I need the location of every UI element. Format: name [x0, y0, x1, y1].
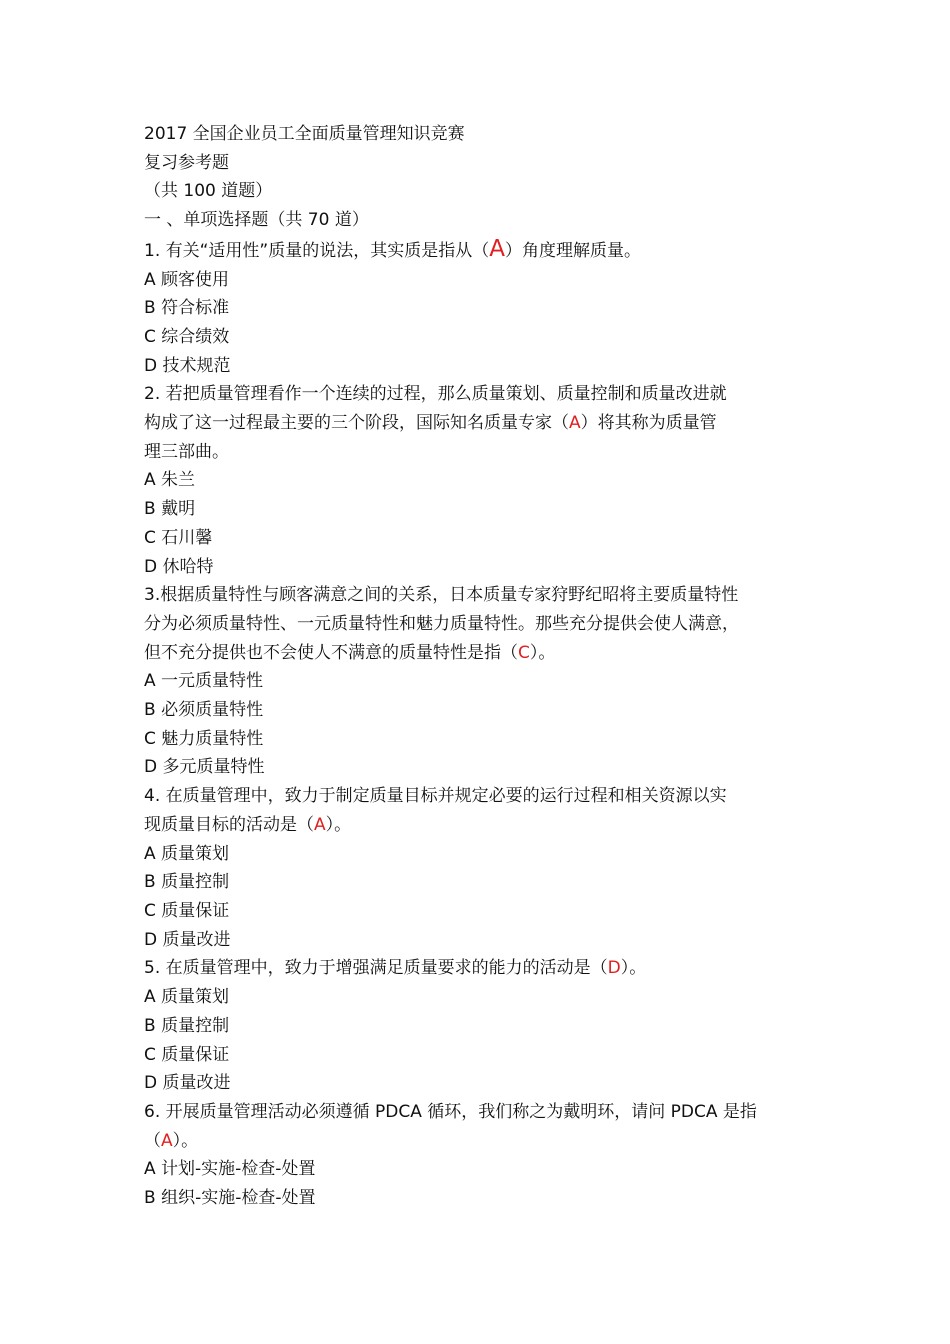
question-text-tail: ）。 [325, 814, 352, 835]
document-body [144, 120, 784, 1213]
question-text: 1. 有关“适用性”质量的说法，其实质是指从（ [144, 240, 490, 261]
answer-option: A 计划-实施-检查-处置 [144, 1159, 316, 1180]
document-subtitle: 复习参考题 [144, 152, 229, 173]
answer-option: A 朱兰 [144, 470, 196, 491]
answer-option: D 休哈特 [144, 556, 214, 577]
answer-option: A 顾客使用 [144, 269, 230, 290]
question-text-line [144, 639, 784, 668]
answer-letter: A [314, 814, 326, 835]
question-text-line [144, 438, 784, 467]
question-item [144, 380, 784, 581]
question-text-line [144, 610, 784, 639]
question-text-tail: ）角度理解质量。 [504, 240, 641, 261]
question-text: 分为必须质量特性、一元质量特性和魅力质量特性。那些充分提供会使人满意， [144, 613, 739, 634]
question-list [144, 235, 784, 1213]
question-item [144, 1098, 784, 1213]
question-text-line [144, 409, 784, 438]
answer-option: B 质量控制 [144, 1015, 230, 1036]
question-item [144, 954, 784, 1098]
document-title: 2017 全国企业员工全面质量管理知识竞赛 [144, 124, 465, 144]
question-text: 2. 若把质量管理看作一个连续的过程，那么质量策划、质量控制和质量改进就 [144, 384, 727, 405]
answer-letter: C [518, 642, 530, 663]
question-text-line [144, 954, 784, 983]
question-text-line [144, 380, 784, 409]
question-text: 理三部曲。 [144, 441, 229, 462]
question-text-tail: ）将其称为质量管 [580, 413, 717, 434]
answer-letter: D [607, 958, 621, 979]
question-text: 5. 在质量管理中，致力于增强满足质量要求的能力的活动是（ [144, 958, 608, 979]
answer-option: A 一元质量特性 [144, 671, 264, 692]
answer-option: D 质量改进 [144, 1073, 231, 1094]
question-text: （ [144, 1130, 161, 1151]
question-text: 但不充分提供也不会使人不满意的质量特性是指（ [144, 642, 518, 663]
answer-option: B 必须质量特性 [144, 700, 264, 721]
question-text-tail: ）。 [529, 642, 556, 663]
answer-option: D 质量改进 [144, 929, 231, 950]
question-text-line [144, 1127, 784, 1156]
question-text: 现质量目标的活动是（ [144, 814, 314, 835]
question-text: 3.根据质量特性与顾客满意之间的关系，日本质量专家狩野纪昭将主要质量特性 [144, 585, 739, 606]
question-item [144, 782, 784, 954]
question-text-line [144, 782, 784, 811]
question-text-line [144, 811, 784, 840]
answer-option: B 质量控制 [144, 872, 230, 893]
answer-option: B 组织-实施-检查-处置 [144, 1188, 316, 1209]
question-item [144, 235, 784, 381]
answer-option: C 石川馨 [144, 527, 213, 548]
question-text-tail: ）。 [172, 1130, 199, 1151]
question-text: 4. 在质量管理中，致力于制定质量目标并规定必要的运行过程和相关资源以实 [144, 786, 727, 807]
question-text-line [144, 235, 784, 266]
answer-option: C 魅力质量特性 [144, 728, 264, 749]
question-item [144, 581, 784, 782]
answer-option: C 质量保证 [144, 1044, 230, 1065]
question-text-line [144, 581, 784, 610]
section-heading: 一 、单项选择题（共 70 道） [144, 210, 369, 231]
answer-option: D 技术规范 [144, 355, 231, 376]
question-text: 构成了这一过程最主要的三个阶段，国际知名质量专家（ [144, 413, 569, 434]
answer-letter: A [161, 1130, 173, 1151]
answer-letter: A [569, 413, 581, 434]
answer-option: B 戴明 [144, 499, 196, 520]
question-text-line [144, 1098, 784, 1127]
answer-letter: A [489, 235, 505, 262]
answer-option: C 质量保证 [144, 900, 230, 921]
answer-option: A 质量策划 [144, 987, 230, 1008]
question-text: 6. 开展质量管理活动必须遵循 PDCA 循环，我们称之为戴明环，请问 PDCA 是指 [144, 1101, 757, 1122]
question-text-tail: ）。 [620, 958, 647, 979]
answer-option: A 质量策划 [144, 843, 230, 864]
question-count: （共 100 道题） [144, 181, 273, 202]
answer-option: D 多元质量特性 [144, 757, 265, 778]
answer-option: B 符合标准 [144, 298, 230, 319]
answer-option: C 综合绩效 [144, 326, 230, 347]
